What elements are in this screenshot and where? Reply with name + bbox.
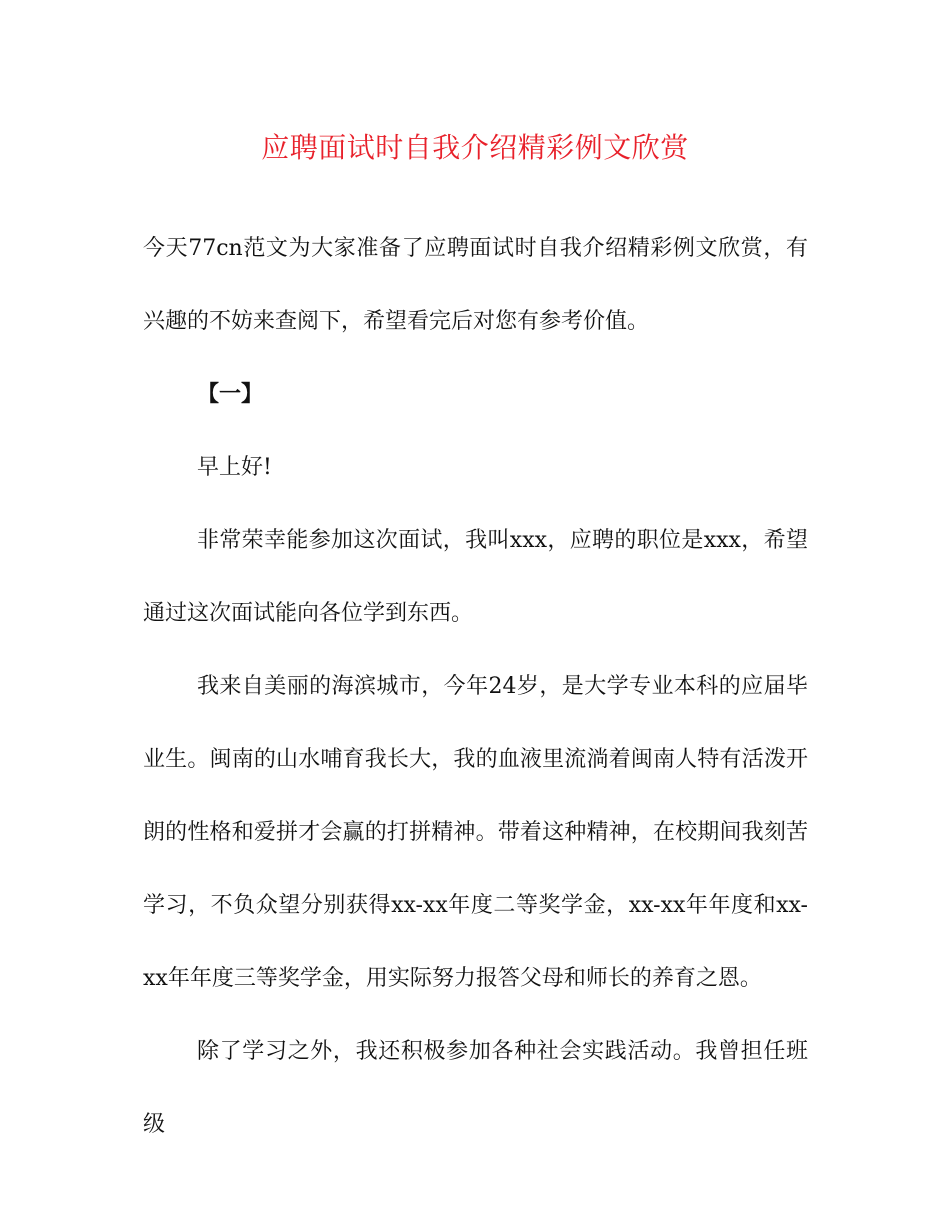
document-body bbox=[143, 212, 808, 1161]
greeting-paragraph: 早上好! bbox=[197, 455, 272, 480]
body-paragraph-2: 我来自美丽的海滨城市，今年24岁，是大学专业本科的应届毕业生。闽南的山水哺育我长大，我的血液里流淌着闽南人特有活泼开朗的性格和爱拼才会赢的打拼精神。带着这种精神，在校期间我刻苦学习，不负众望分别获得xx-xx年度二等奖学金，xx-xx年年度和xx-xx年年度三等奖学金，用实际努力报答父母和师长的养育之恩。 bbox=[143, 674, 808, 991]
intro-paragraph: 今天77cn范文为大家准备了应聘面试时自我介绍精彩例文欣赏，有兴趣的不妨来查阅下，希望看完后对您有参考价值。 bbox=[143, 236, 808, 334]
document-title: 应聘面试时自我介绍精彩例文欣赏 bbox=[261, 131, 689, 164]
body-paragraph-1: 非常荣幸能参加这次面试，我叫xxx，应聘的职位是xxx，希望通过这次面试能向各位学到东西。 bbox=[143, 528, 808, 626]
body-paragraph-3: 除了学习之外，我还积极参加各种社会实践活动。我曾担任班级 bbox=[143, 1039, 808, 1137]
section-heading: 【一】 bbox=[197, 381, 264, 407]
